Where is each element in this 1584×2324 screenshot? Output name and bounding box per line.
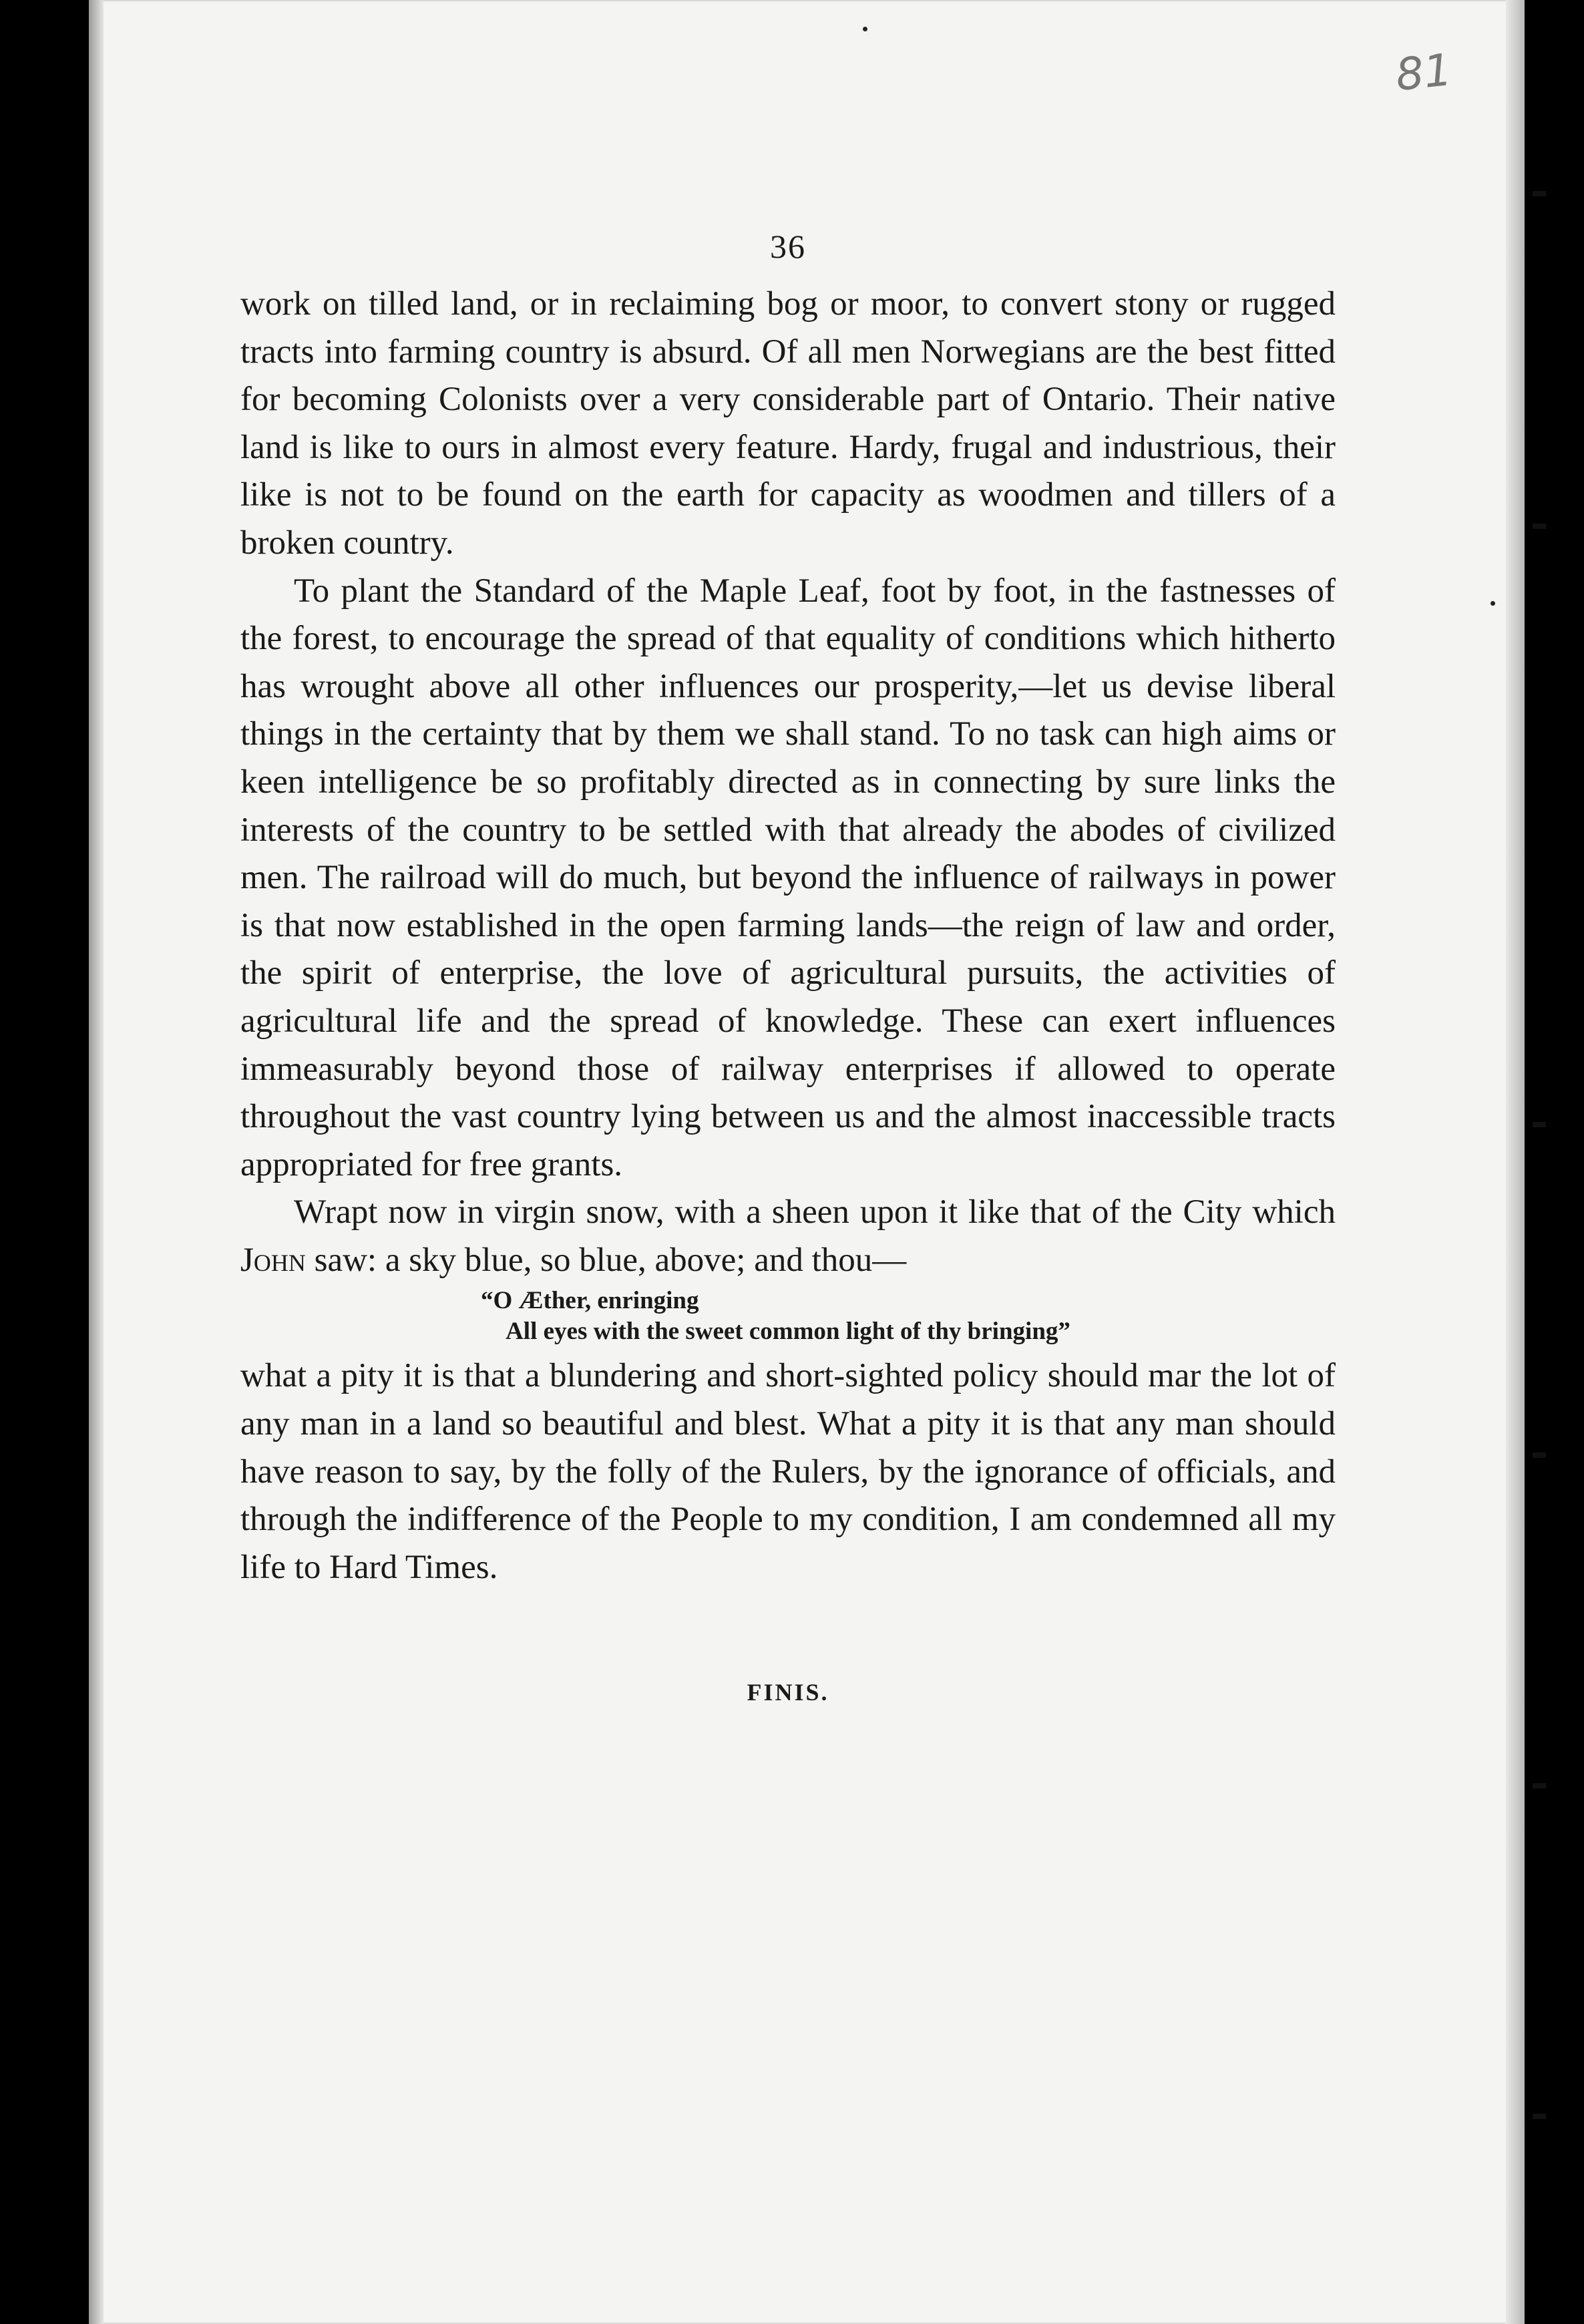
speck (863, 27, 867, 31)
paragraph-3 (240, 1189, 1336, 1284)
paragraph-3-text-a: Wrapt now in virgin snow, with a sheen upon it like that of the City which (294, 1193, 1336, 1231)
paragraph-1: work on tilled land, or in reclaiming bog or moor, to convert stony or rugged tracts into farming country is absurd. Of all men Norwegians are the best fitted for becoming Colonists over a very considerable part of Ontario. Their native land is like to ours in almost every feature. Hardy, frugal and industrious, their like is not to be found on the earth for capacity as woodmen and tillers of a broken country. (240, 285, 1336, 562)
name-john: John (240, 1241, 306, 1279)
verse-quotation (240, 1286, 1336, 1347)
page-left-edge (89, 0, 104, 2324)
speck (1491, 601, 1495, 606)
paragraph-3-text-b: saw: a sky blue, so blue, above; and thou— (305, 1241, 907, 1279)
binding-mark (1533, 2114, 1546, 2119)
binding-mark (1533, 524, 1546, 529)
binding-mark (1533, 1783, 1546, 1788)
binding-mark (1533, 191, 1546, 196)
binding-mark (1533, 1452, 1546, 1458)
paragraph-2: To plant the Standard of the Maple Leaf, foot by foot, in the fastnesses of the forest, to encourage the spread of that equality of conditions which hitherto has wrought above all other influences our prosperity,—let us devise liberal things in the certainty that by them we shall stand. To no task can high aims or keen intelligence be so profitably directed as in connecting by sure links the interests of the country to be settled with that already the abodes of civilized men. The railroad will do much, but beyond the influence of railways in power is that now established in the open farming lands—the reign of law and order, the spirit of enterprise, the love of agricultural pursuits, the activities of agricultural life and the spread of knowledge. These can exert influences immeasurably beyond those of railway enterprises if allowed to operate throughout the vast country lying between us and the almost inaccessible tracts appropriated for free grants. (240, 572, 1336, 1183)
page-right-edge (1506, 0, 1525, 2324)
pencil-folio-mark: 81 (1393, 43, 1454, 102)
verse-line-1: “O Æther, enringing (481, 1287, 699, 1315)
page-body (240, 227, 1336, 1706)
paragraph-4: what a pity it is that a blundering and short-sighted policy should mar the lot of any man in a land so beautiful and blest. What a pity it is that any man should have reason to say, by the folly of the Rulers, by the ignorance of officials, and through the indifference of the People to my condition, I am condemned all my life to Hard Times. (240, 1357, 1336, 1586)
page-number: 36 (770, 228, 806, 265)
finis-mark: FINIS. (747, 1679, 829, 1706)
binding-mark (1533, 1122, 1546, 1127)
verse-line-2: All eyes with the sweet common light of thy bringing” (506, 1318, 1070, 1346)
